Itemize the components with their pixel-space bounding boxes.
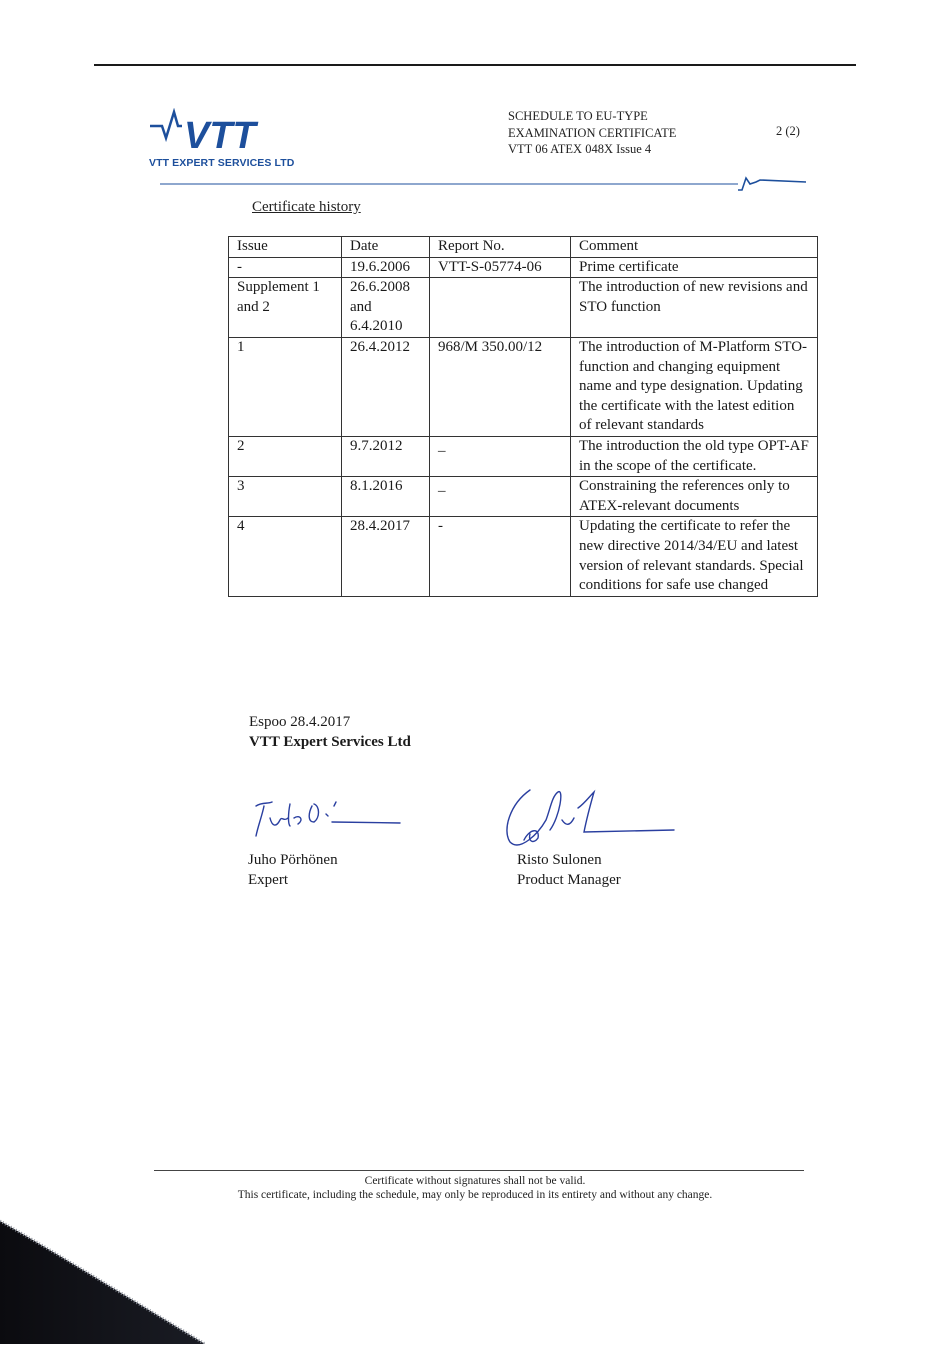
footer-rule (154, 1170, 804, 1171)
cell-issue: - (229, 257, 342, 278)
cell-date: 8.1.2016 (342, 477, 430, 517)
cell-report: VTT-S-05774-06 (430, 257, 571, 278)
page-number: 2 (2) (776, 124, 800, 138)
cell-comment: Constraining the references only to ATEX-relevant documents (571, 477, 818, 517)
header-divider (160, 170, 806, 194)
signature-juho (248, 792, 408, 844)
cell-date: 26.4.2012 (342, 337, 430, 436)
cell-comment: Prime certificate (571, 257, 818, 278)
signature-risto (500, 786, 680, 856)
schedule-line: VTT 06 ATEX 048X Issue 4 (508, 142, 652, 156)
cell-issue: 2 (229, 436, 342, 476)
cell-comment: The introduction of M-Platform STO-function and changing equipment name and type designation. Updating the certificate with the latest edition of relevant standards (571, 337, 818, 436)
signatory-name: Risto Sulonen (517, 852, 602, 868)
table-row (229, 436, 818, 476)
footer-note: Certificate without signatures shall not be valid. (364, 1175, 586, 1187)
cell-report: _ (430, 477, 571, 517)
cell-comment: The introduction the old type OPT-AF in the scope of the certificate. (571, 436, 818, 476)
cell-report (430, 278, 571, 338)
cell-date: 26.6.2008 and 6.4.2010 (342, 278, 430, 338)
table-row (229, 477, 818, 517)
schedule-heading (508, 108, 676, 158)
schedule-line: SCHEDULE TO EU-TYPE (508, 109, 648, 123)
corner-decoration (0, 1215, 210, 1344)
column-header: Date (342, 237, 430, 258)
table-row (229, 278, 818, 338)
table-row (229, 337, 818, 436)
cell-date: 9.7.2012 (342, 436, 430, 476)
cell-comment: The introduction of new revisions and STO function (571, 278, 818, 338)
column-header: Report No. (430, 237, 571, 258)
table-header-row (229, 237, 818, 258)
cell-comment: Updating the certificate to refer the new directive 2014/34/EU and latest version of relevant standards. Special conditions for safe use changed (571, 517, 818, 596)
footer-note: This certificate, including the schedule, may only be reproduced in its entirety and without any change. (237, 1189, 713, 1201)
cell-date: 19.6.2006 (342, 257, 430, 278)
cell-issue: Supplement 1 and 2 (229, 278, 342, 338)
column-header: Comment (571, 237, 818, 258)
section-title: Certificate history (252, 199, 361, 215)
company-name: VTT Expert Services Ltd (249, 734, 411, 750)
cell-date: 28.4.2017 (342, 517, 430, 596)
signatory-title: Product Manager (517, 872, 621, 888)
logo-text: VTT (184, 115, 256, 156)
place-date: Espoo 28.4.2017 (249, 714, 351, 730)
cell-issue: 3 (229, 477, 342, 517)
table-row (229, 517, 818, 596)
table-row (229, 257, 818, 278)
cell-report: 968/M 350.00/12 (430, 337, 571, 436)
cell-issue: 1 (229, 337, 342, 436)
signatory-title: Expert (248, 872, 288, 888)
certificate-history-table (228, 236, 818, 597)
cell-issue: 4 (229, 517, 342, 596)
signatory-name: Juho Pörhönen (248, 852, 338, 868)
cell-report: _ (430, 436, 571, 476)
top-rule (94, 64, 856, 66)
logo-subtitle: VTT EXPERT SERVICES LTD (149, 157, 295, 169)
schedule-line: EXAMINATION CERTIFICATE (508, 125, 677, 140)
cell-report: - (430, 517, 571, 596)
column-header: Issue (229, 237, 342, 258)
